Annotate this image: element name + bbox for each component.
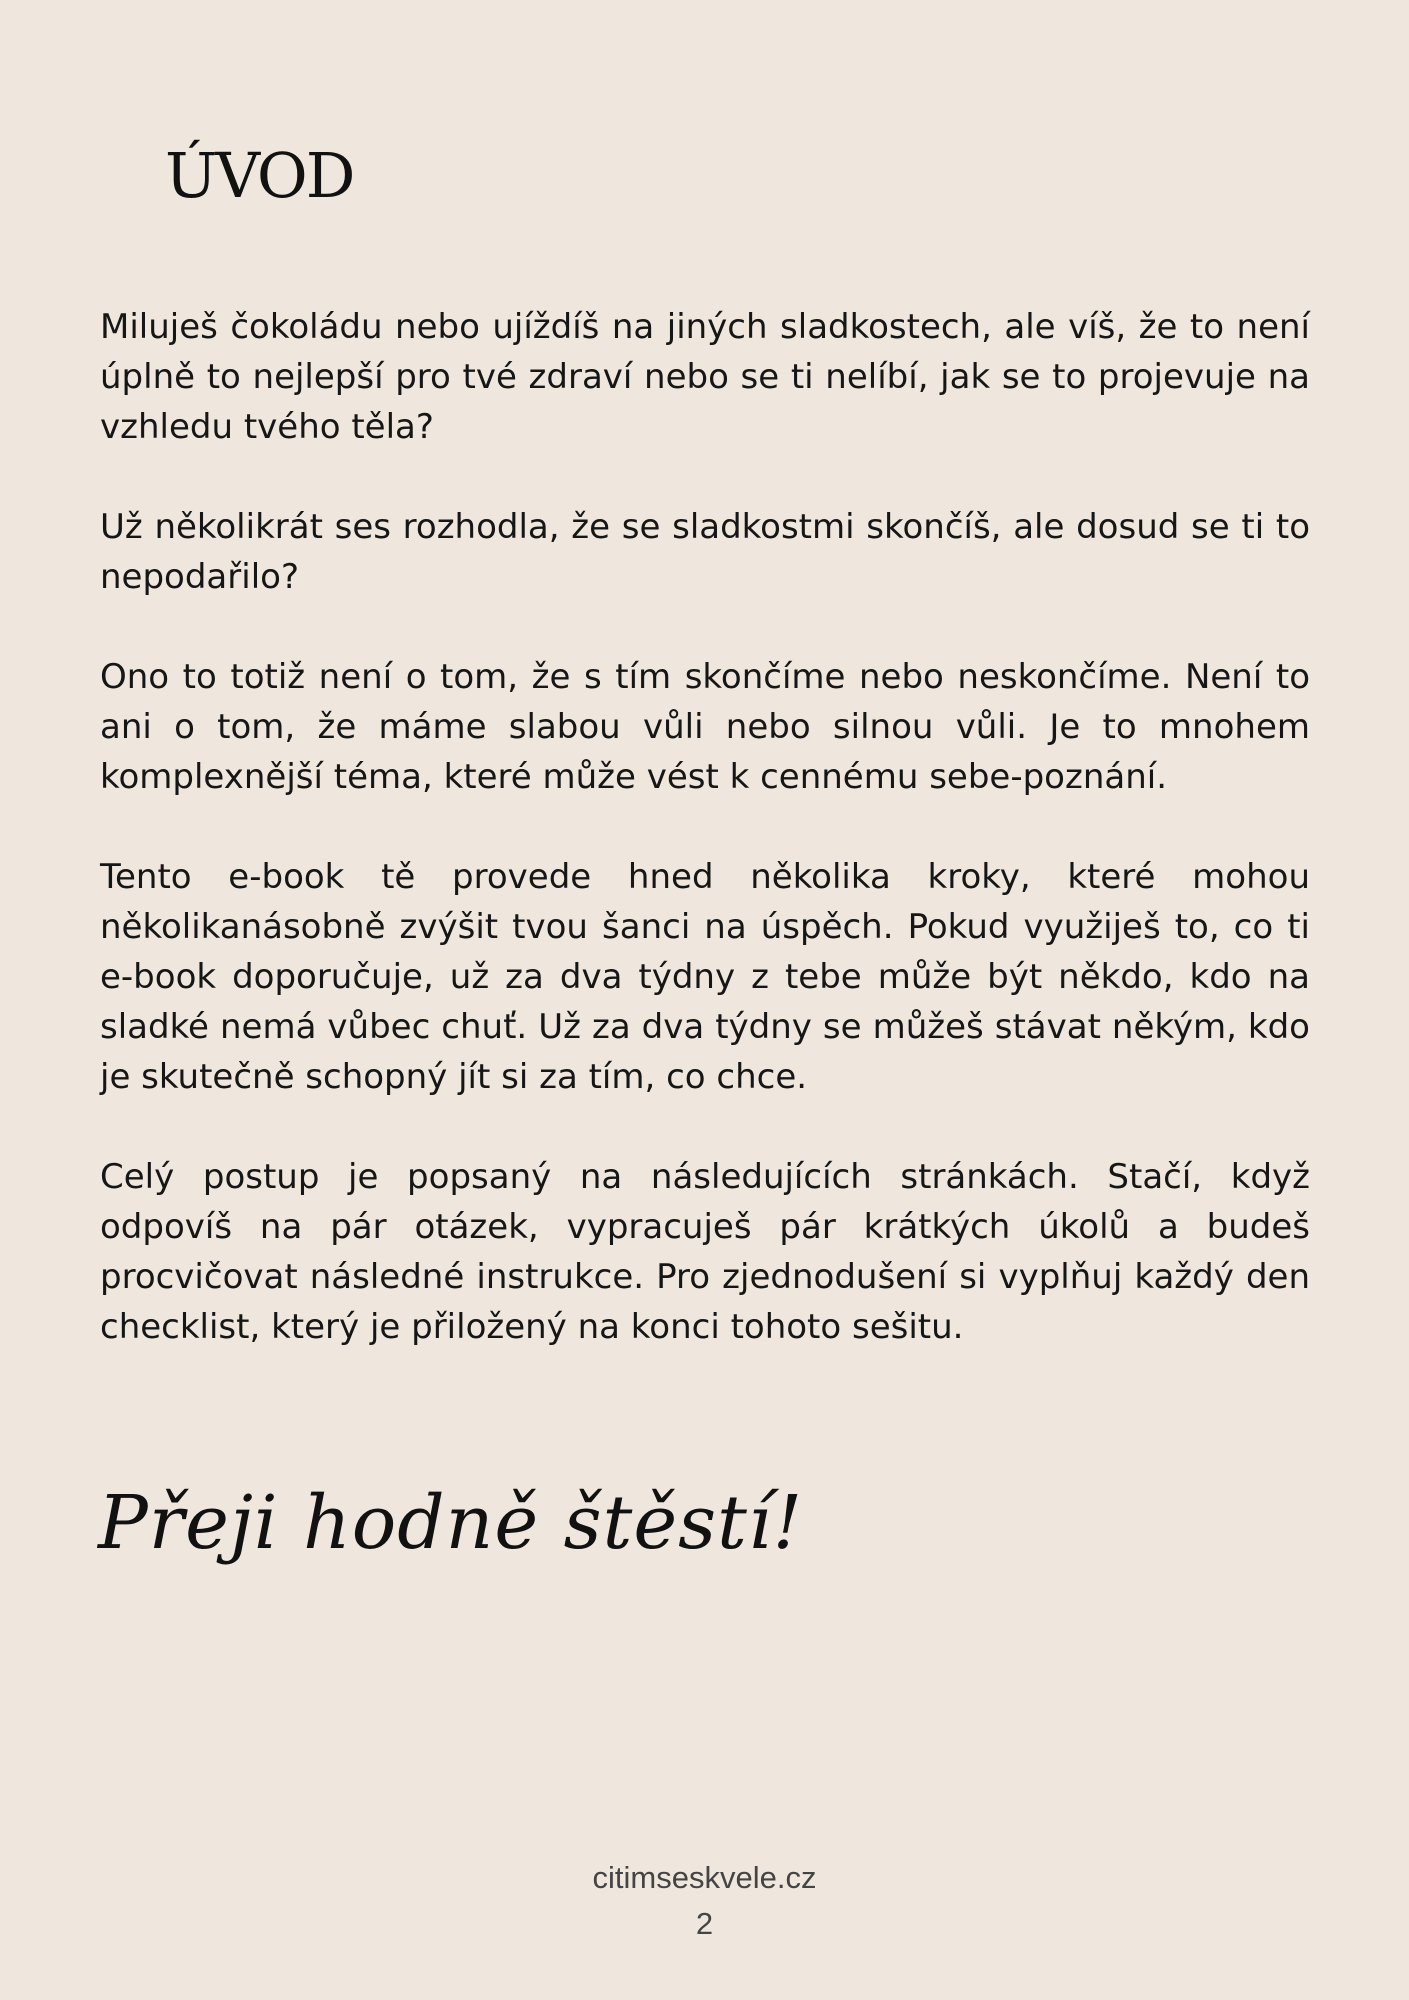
- paragraph-3: Ono to totiž není o tom, že s tím skončíme nebo neskončíme. Není to ani o tom, že máme slabou vůli nebo silnou vůli. Je to mnohem komplexnější téma, které může vést k cennému sebe-poznání.: [100, 657, 1310, 797]
- paragraph-1: Miluješ čokoládu nebo ujíždíš na jiných sladkostech, ale víš, že to není úplně to nejlepší pro tvé zdraví nebo se ti nelíbí, jak se to projevuje na vzhledu tvého těla?: [100, 307, 1310, 447]
- page-title: ÚVOD: [165, 139, 354, 212]
- paragraph-4: Tento e-book tě provede hned několika kroky, které mohou několikanásobně zvýšit tvou šanci na úspěch. Pokud využiješ to, co ti e-book doporučuje, už za dva týdny z tebe může být někdo, kdo na sladké nemá vůbec chuť. Už za dva týdny se můžeš stávat někým, kdo je skutečně schopný jít si za tím, co chce.: [100, 857, 1310, 1097]
- intro-text: [100, 302, 1310, 1402]
- paragraph-5: Celý postup je popsaný na následujících stránkách. Stačí, když odpovíš na pár otázek, vypracuješ pár krátkých úkolů a budeš procvičovat následné instrukce. Pro zjednodušení si vyplňuj každý den checklist, který je přiložený na konci tohoto sešitu.: [100, 1157, 1310, 1347]
- footer-site: citimseskvele.cz: [592, 1860, 817, 1895]
- handwritten-signature: [98, 1470, 804, 1600]
- signature-text: Přeji hodně štěstí!: [98, 1480, 804, 1566]
- page-number: 2: [695, 1906, 714, 1941]
- paragraph-2: Už několikrát ses rozhodla, že se sladkostmi skončíš, ale dosud se ti to nepodařilo?: [100, 507, 1310, 597]
